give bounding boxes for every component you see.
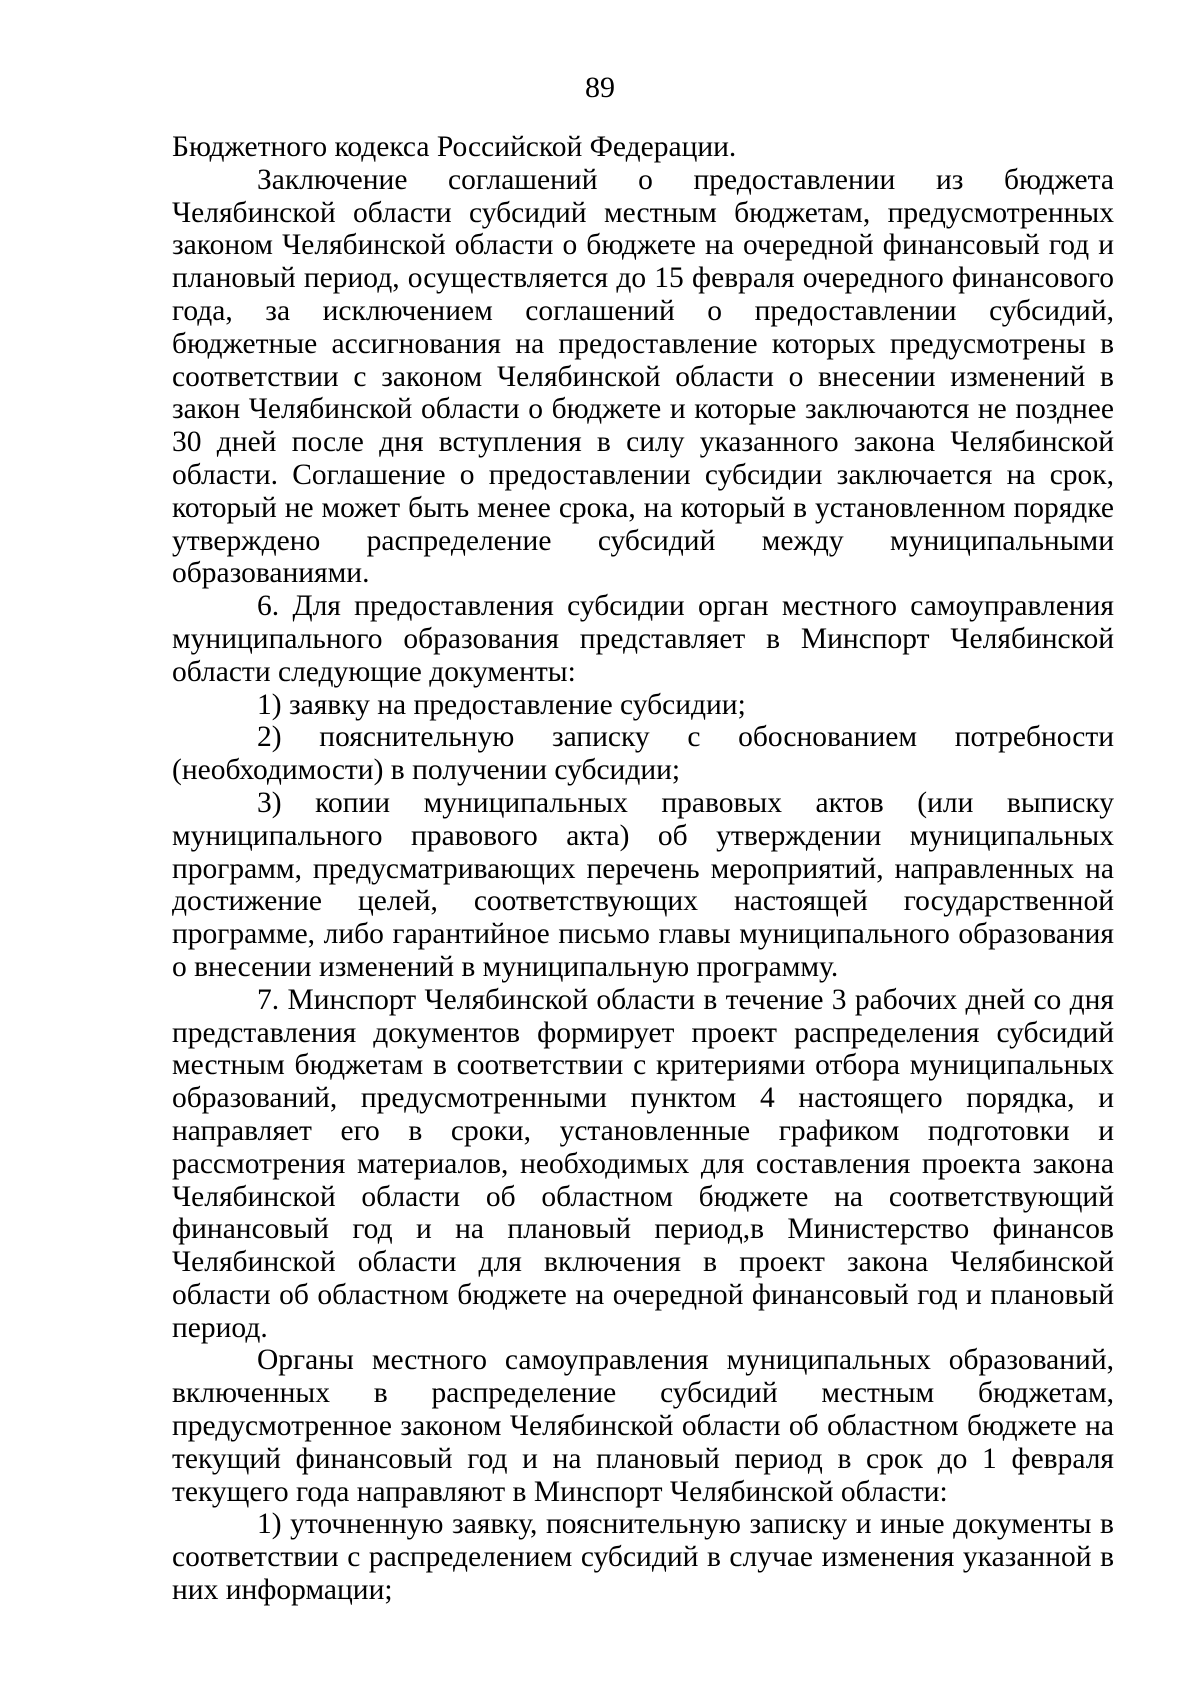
paragraph-agreements-conclusion: Заключение соглашений о предоставлении из бюджета Челябинской области субсидий местным бюджетам, предусмотренных законом Челябинской области о бюджете на очередной финансовый год и плановый период, осуществляется до 15 февраля очередного финансового года, за исключением соглашений о предоставлении субсидий, бюджетные ассигнования на предоставление которых предусмотрены в соответствии с законом Челябинской области о внесении изменений в закон Челябинской области о бюджете и которые заключаются не позднее 30 дней после дня вступления в силу указанного закона Челябинской области. Соглашение о предоставлении субсидии заключается на срок, который не может быть менее срока, на который в установленном порядке утверждено распределение субсидий между муниципальными образованиями. bbox=[172, 163, 1114, 590]
paragraph-item-6-1: 1) заявку на предоставление субсидии; bbox=[257, 688, 746, 721]
paragraph-item-7: 7. Минспорт Челябинской области в течение 3 рабочих дней со дня представления документов формирует проект распределения субсидий местным бюджетам в соответствии с критериями отбора муниципальных образований, предусмотренными пунктом 4 настоящего порядка, и направляет его в сроки, установленные графиком подготовки и рассмотрения материалов, необходимых для составления проекта закона Челябинской области об областном бюджете на соответствующий финансовый год и на плановый период,в Министерство финансов Челябинской области для включения в проект закона Челябинской области об областном бюджете на очередной финансовый год и плановый период. bbox=[172, 983, 1114, 1344]
paragraph-item-6-3: 3) копии муниципальных правовых актов (или выписку муниципального правового акта) об утверждении муниципальных программ, предусматривающих перечень мероприятий, направленных на достижение целей, соответствующих настоящей государственной программе, либо гарантийное письмо главы муниципального образования о внесении изменений в муниципальную программу. bbox=[172, 786, 1114, 983]
paragraph-item-6-2: 2) пояснительную записку с обоснованием потребности (необходимости) в получении субсидии; bbox=[172, 721, 1114, 787]
paragraph-local-authorities: Органы местного самоуправления муниципальных образований, включенных в распределение субсидий местным бюджетам, предусмотренное законом Челябинской области об областном бюджете на текущий финансовый год и на плановый период в срок до 1 февраля текущего года направляют в Минспорт Челябинской области: bbox=[172, 1344, 1114, 1508]
document-body bbox=[172, 131, 1114, 1607]
paragraph-item-6: 6. Для предоставления субсидии орган местного самоуправления муниципального образования представляет в Минспорт Челябинской области следующие документы: bbox=[172, 590, 1114, 688]
paragraph-local-authorities-1: 1) уточненную заявку, пояснительную записку и иные документы в соответствии с распределением субсидий в случае изменения указанной в них информации; bbox=[172, 1508, 1114, 1607]
paragraph-budget-code-continuation: Бюджетного кодекса Российской Федерации. bbox=[172, 131, 737, 163]
page-number: 89 bbox=[585, 71, 615, 104]
